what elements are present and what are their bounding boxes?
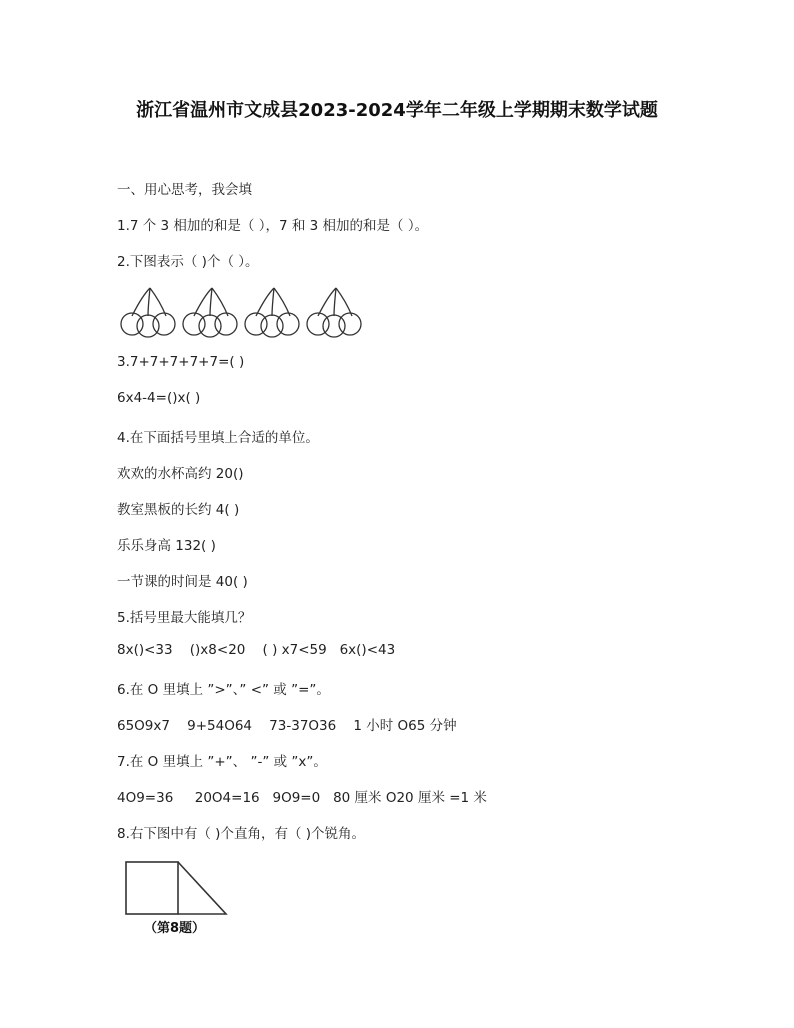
question-3b: 6x4-4=()x( ) <box>117 390 201 406</box>
question-6: 6.在 O 里填上 ”>”、” <” 或 ”=”。 <box>117 682 330 698</box>
cherry-bunch-3 <box>245 288 299 337</box>
cherries-figure <box>118 284 364 340</box>
question-1: 1.7 个 3 相加的和是（ ），7 和 3 相加的和是（ ）。 <box>117 218 429 234</box>
question-2: 2.下图表示（ )个（ ）。 <box>117 254 259 270</box>
cherry-bunch-4 <box>307 288 361 337</box>
cherry-bunch-1 <box>121 288 175 337</box>
question-5a: 8x()<33 ()x8<20 ( ) x7<59 6x()<43 <box>117 642 396 658</box>
page-title: 浙江省温州市文成县2023-2024学年二年级上学期期末数学试题 <box>136 100 658 121</box>
question-4a: 欢欢的水杯高约 20() <box>117 466 244 482</box>
question-3a: 3.7+7+7+7+7=( ) <box>117 354 245 370</box>
question-6a: 65O9x7 9+54O64 73-37O36 1 小时 O65 分钟 <box>117 718 457 734</box>
section-heading: 一、用心思考，我会填 <box>117 182 252 198</box>
question-4: 4.在下面括号里填上合适的单位。 <box>117 430 319 446</box>
question-7: 7.在 O 里填上 ”+”、 ”-” 或 ”x”。 <box>117 754 327 770</box>
question-5: 5.括号里最大能填几？ <box>117 610 252 626</box>
question-4b: 教室黑板的长约 4( ) <box>117 502 240 518</box>
question-8: 8.右下图中有（ )个直角，有（ )个锐角。 <box>117 826 365 842</box>
cherry-bunch-2 <box>183 288 237 337</box>
question-4d: 一节课的时间是 40( ) <box>117 574 248 590</box>
question-4c: 乐乐身高 132( ) <box>117 538 216 554</box>
figure-caption: （第8题） <box>144 921 206 936</box>
question-7a: 4O9=36 20O4=16 9O9=0 80 厘米 O20 厘米 =1 米 <box>117 790 487 806</box>
